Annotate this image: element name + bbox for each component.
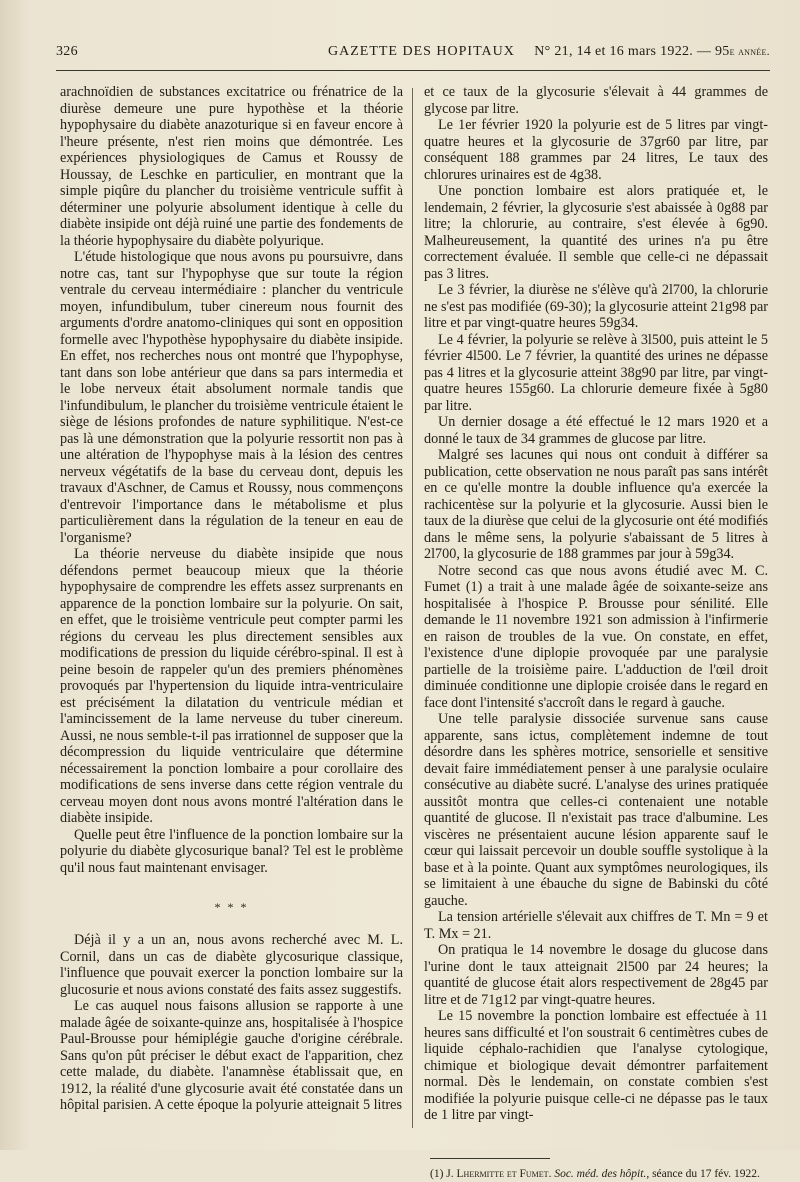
issue-info [534, 44, 770, 60]
header-rule [56, 70, 770, 71]
paragraph: Le cas auquel nous faisons allusion se rapporte à une malade âgée de soixante-quinze ans, hospitalisée à l'hospice Paul-Brousse pour hémiplégie gauche d'origine cérébrale. Sans qu'on pût préciser le début exact de l'apparition, chez cette malade, du diabète. l'anamnèse établissait que, en 1912, la réalité d'une glycosurie avait été constatée dans un hôpital parisien. A cette époque la polyurie atteignait 5 litres [60, 998, 403, 1113]
paragraph: et ce taux de la glycosurie s'élevait à 44 grammes de glycose par litre. [424, 84, 768, 117]
footnote-details: , séance du 17 fév. 1922. [646, 1167, 760, 1180]
left-column [60, 84, 403, 1114]
page-number: 326 [56, 44, 78, 59]
paragraph: Le 3 février, la diurèse ne s'élève qu'à 2l700, la chlorurie ne s'est pas modifiée (69-30); la glycosurie atteint 21g98 par litre et par vingt-quatre heures 59g34. [424, 282, 768, 331]
paragraph: Le 1er février 1920 la polyurie est de 5 litres par vingt-quatre heures et la glycosurie de 37gr60 par litre, par conséquent 188 grammes par 24 litres, Le taux des chlorures urinaires est de 4g38. [424, 117, 768, 183]
paragraph: arachnoïdien de substances excitatrice ou frénatrice de la diurèse demeure une pure hypothèse et la théorie hypophysaire du diabète anazoturique si en faveur encore à l'heure présente, n'est rien moins que démontrée. Les expériences physiologiques de Camus et Roussy de Houssay, de Leschke en particulier, en montrant que la simple piqûre du plancher du troisième ventricule suffit à déterminer une polyurie absolument identique à celle du diabète insipide ont déjà ruiné une partie des fondements de la théorie hypophysaire du diabète polyurique. [60, 84, 403, 249]
paragraph: Notre second cas que nous avons étudié avec M. C. Fumet (1) a trait à une malade âgée de soixante-seize ans hospitalisée à l'hospice P. Brousse pour sénilité. Elle demande le 11 novembre 1921 son admission à l'infirmerie en raison de troubles de la vue. On constate, en effet, l'existence d'une diplopie provoquée par une paralysie partielle de la troisième paire. L'adduction de l'œil droit diminuée conditionne une diplopie croisée dans le regard en face dont l'intensité s'accroît dans le regard à gauche. [424, 562, 768, 711]
journal-title: GAZETTE DES HOPITAUX [328, 44, 515, 59]
paragraph: La théorie nerveuse du diabète insipide que nous défendons permet beaucoup mieux que la théorie hypophysaire de comprendre les effets assez surprenants en apparence de la ponction lombaire sur la polyurie. On sait, en effet, que le troisième ventricule peut compter parmi les régions du cerveau les plus directement sensibles aux modifications de pression du liquide cérébro-spinal. Il est à peine besoin de rappeler qu'un des premiers phénomènes provoqués par l'hypertension du liquide intra-ventriculaire est précisément la dilatation du ventricule médian et l'amincissement de la lame nerveuse du tuber cinereum. Aussi, ne nous semble-t-il pas irrationnel de supposer que la décompression du liquide ventriculaire que détermine nécessairement la ponction lombaire a pour corollaire des modifications de sens inverse dans cette région ventrale du cerveau moyen dont nous avons montré l'altération dans le diabète insipide. [60, 546, 403, 826]
issue-year: e année. [729, 44, 770, 58]
right-column [424, 84, 768, 1182]
paragraph: On pratiqua le 14 novembre le dosage du glucose dans l'urine dont le taux atteignait 2l500 par 24 heures; la quantité de glucose était alors respectivement de 28g45 par litre et de 71g12 par vingt-quatre heures. [424, 942, 768, 1008]
footnote-rule [430, 1158, 550, 1159]
paragraph: Déjà il y a un an, nous avons recherché avec M. L. Cornil, dans un cas de diabète glycosurique classique, l'influence que pouvait exercer la ponction lombaire sur la glucosurie et nous avions constaté des faits assez suggestifs. [60, 932, 403, 998]
footnote-journal: Soc. méd. des hôpit. [551, 1167, 647, 1180]
issue-number: N° 21, 14 et 16 mars 1922. — 95 [534, 44, 730, 59]
paragraph: Malgré ses lacunes qui nous ont conduit à différer sa publication, cette observation ne nous paraît pas sans intérêt en ce qu'elle montre la double influence qu'a exercée la rachicentèse sur la polyurie et la glycosurie. Aussi bien le taux de la diurèse que celui de la glycosurie ont été modifiés dans le même sens, la polyurie s'abaissant de 5 litres à 2l700, la glycosurie de 188 grammes par jour à 59g34. [424, 447, 768, 562]
paragraph: Une ponction lombaire est alors pratiquée et, le lendemain, 2 février, la glycosurie s'est abaissée à 0g88 par litre; la chlorurie, au contraire, s'est élevée à 6g90. Malheureusement, la quantité des urines n'a pu être correctement évaluée. Il semble que celle-ci ne dépassait pas 3 litres. [424, 183, 768, 282]
footnote [424, 1167, 768, 1182]
footnote-marker: (1) [430, 1167, 447, 1180]
footnote-authors: J. Lhermitte et Fumet. [446, 1167, 552, 1180]
running-header [56, 44, 770, 68]
paragraph: Le 15 novembre la ponction lombaire est effectuée à 11 heures sans difficulté et l'on soustrait 6 centimètres cubes de liquide céphalo-rachidien que l'analyse cytologique, chimique et biologique devait démontrer parfaitement normal. Dès le lendemain, on constate combien s'est modifiée la polyurie puisque celle-ci ne dépasse pas le taux de 1 litre par vingt- [424, 1008, 768, 1123]
paragraph: La tension artérielle s'élevait aux chiffres de T. Mn = 9 et T. Mx = 21. [424, 909, 768, 942]
paragraph: Un dernier dosage a été effectué le 12 mars 1920 et a donné le taux de 34 grammes de glucose par litre. [424, 414, 768, 447]
section-separator: * * * [214, 900, 249, 914]
paragraph: Le 4 février, la polyurie se relève à 3l500, puis atteint le 5 février 4l500. Le 7 février, la quantité des urines ne dépasse pas 4 litres et la glycosurie atteint 38g90 par litre, par vingt-quatre heures 155g60. La chlorurie demeure fixée à 5g80 par litre. [424, 331, 768, 414]
paragraph: L'étude histologique que nous avons pu poursuivre, dans notre cas, tant sur l'hypophyse que sur toute la région ventrale du cerveau intermédiaire : plancher du ventricule moyen, infundibulum, tuber cinereum nous fournit des arguments d'ordre anatomo-cliniques qui sont en opposition formelle avec l'hypothèse hypophysaire du diabète insipide. En effet, nos recherches nous ont montré que l'hypophyse, tant dans son lobe antérieur que dans sa pars intermedia et le lobe nerveux était absolument normale tandis que l'infundibulum, le plancher du troisième ventricule étaient le siège de lésions profondes de nature syphilitique. N'est-ce pas là une démonstration que la polyurie ressortit non pas à une altération de l'hypophyse mais à la lésion des centres nerveux végétatifs de la base du cerveau dont, depuis les travaux d'Aschner, de Camus et Roussy, nous commençons d'entrevoir l'importance dans le métabolisme et plus particulièrement dans la régulation de la teneur en eau de l'organisme? [60, 249, 403, 546]
paragraph: Quelle peut être l'influence de la ponction lombaire sur la polyurie du diabète glycosurique banal? Tel est le problème qu'il nous faut maintenant envisager. [60, 826, 403, 876]
column-divider [412, 88, 413, 1128]
paragraph: Une telle paralysie dissociée survenue sans cause apparente, sans ictus, complètement indemne de tout désordre dans les sphères motrice, sensorielle et sensitive devait faire immédiatement penser à une paralysie oculaire consécutive au diabète sucré. L'analyse des urines pratiquée aussitôt montra que celles-ci contenaient une notable quantité de glucose. Il n'existait pas trace d'albumine. Les viscères ne présentaient aucune lésion apparente sauf le cœur qui laissait percevoir un double souffle systolique à la base et à la pointe. Quant aux symptômes neurologiques, ils se limitaient à une ébauche du signe de Babinski du côté gauche. [424, 711, 768, 909]
